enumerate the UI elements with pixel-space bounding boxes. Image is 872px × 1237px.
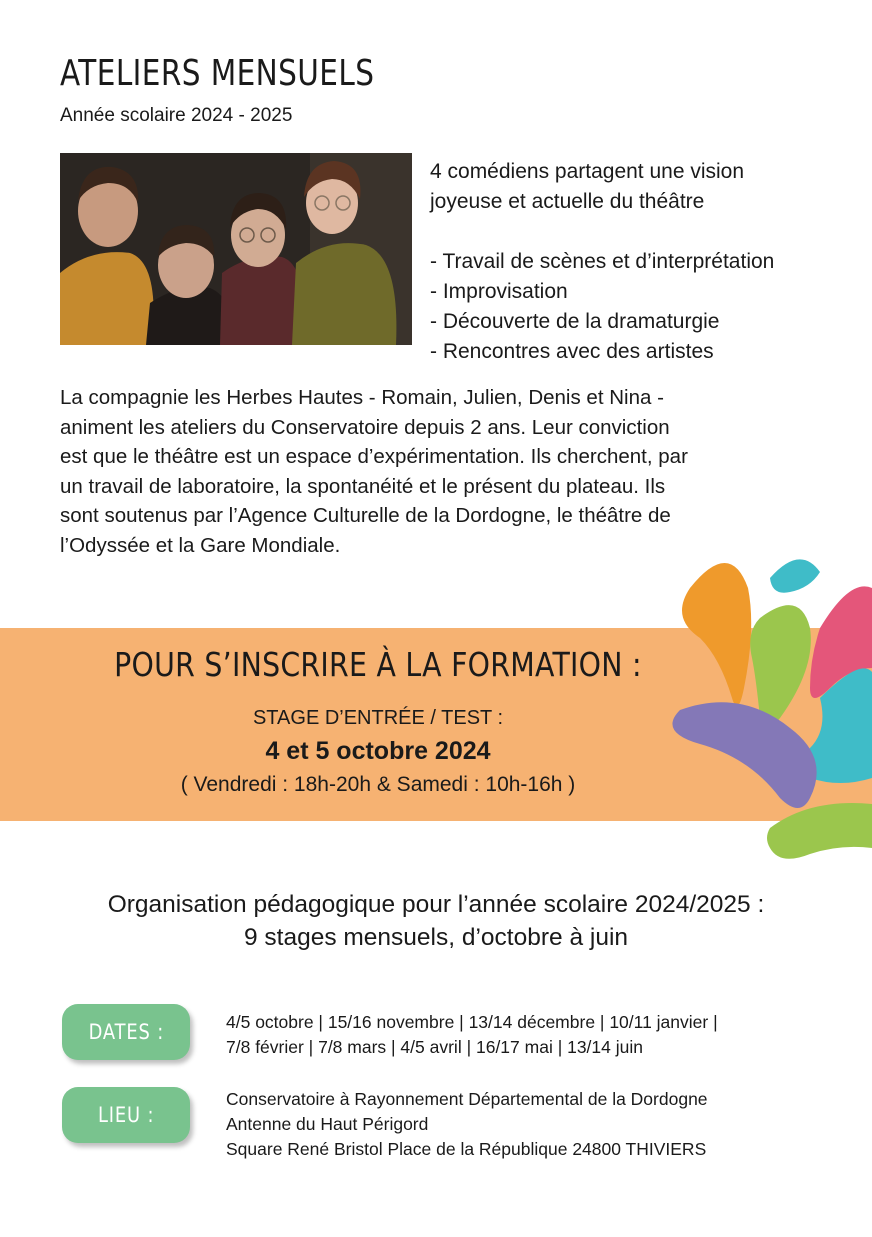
dates-line: 7/8 février | 7/8 mars | 4/5 avril | 16/17 mai | 13/14 juin: [226, 1037, 643, 1057]
intro-line: 4 comédiens partagent une vision: [430, 160, 745, 183]
dates-badge-label: DATES :: [88, 1020, 164, 1044]
inscription-title: POUR S’INSCRIRE À LA FORMATION :: [114, 645, 642, 684]
description-line: un travail de laboratoire, la spontanéité et le présent du plateau. Ils: [60, 474, 666, 498]
activity-item: - Improvisation: [430, 280, 568, 303]
description-line: La compagnie les Herbes Hautes - Romain, Julien, Denis et Nina -: [60, 386, 664, 409]
description-line: animent les ateliers du Conservatoire depuis 2 ans. Leur conviction: [60, 415, 670, 439]
activity-item: - Rencontres avec des artistes: [430, 340, 714, 363]
organisation-text: [0, 888, 872, 954]
page-title: ATELIERS MENSUELS: [60, 53, 375, 94]
lieu-line: Conservatoire à Rayonnement Départemental de la Dordogne: [226, 1089, 708, 1109]
activity-item: - Travail de scènes et d’interprétation: [430, 250, 775, 273]
lieu-line: Square René Bristol Place de la République 24800 THIVIERS: [226, 1139, 707, 1159]
page-subtitle: Année scolaire 2024 - 2025: [60, 105, 293, 126]
dates-line: 4/5 octobre | 15/16 novembre | 13/14 décembre | 10/11 janvier |: [226, 1012, 718, 1032]
color-splash-decoration: [660, 548, 872, 878]
lieu-info: [226, 1087, 708, 1162]
dates-info: [226, 1010, 718, 1060]
intro-line: joyeuse et actuelle du théâtre: [430, 190, 705, 213]
description-line: sont soutenus par l’Agence Culturelle de la Dordogne, le théâtre de: [60, 504, 671, 527]
organisation-line: Organisation pédagogique pour l’année scolaire 2024/2025 :: [107, 891, 765, 918]
photo-illustration: [60, 153, 412, 345]
activity-list: [430, 247, 774, 367]
description-line: l’Odyssée et la Gare Mondiale.: [60, 533, 341, 557]
dates-badge: [62, 1004, 190, 1060]
intro-text: [430, 157, 744, 217]
lieu-line: Antenne du Haut Périgord: [226, 1114, 429, 1134]
organisation-line: 9 stages mensuels, d’octobre à juin: [243, 924, 629, 951]
stage-dates: 4 et 5 octobre 2024: [265, 737, 491, 765]
lieu-badge: [62, 1087, 190, 1143]
description-line: est que le théâtre est un espace d’expérimentation. Ils cherchent, par: [60, 445, 688, 468]
stage-label: STAGE D’ENTRÉE / TEST :: [252, 707, 504, 729]
stage-hours: ( Vendredi : 18h-20h & Samedi : 10h-16h ): [180, 773, 576, 796]
group-photo: [60, 153, 412, 345]
lieu-badge-label: LIEU :: [97, 1103, 155, 1127]
company-description: [60, 383, 820, 560]
activity-item: - Découverte de la dramaturgie: [430, 310, 720, 333]
